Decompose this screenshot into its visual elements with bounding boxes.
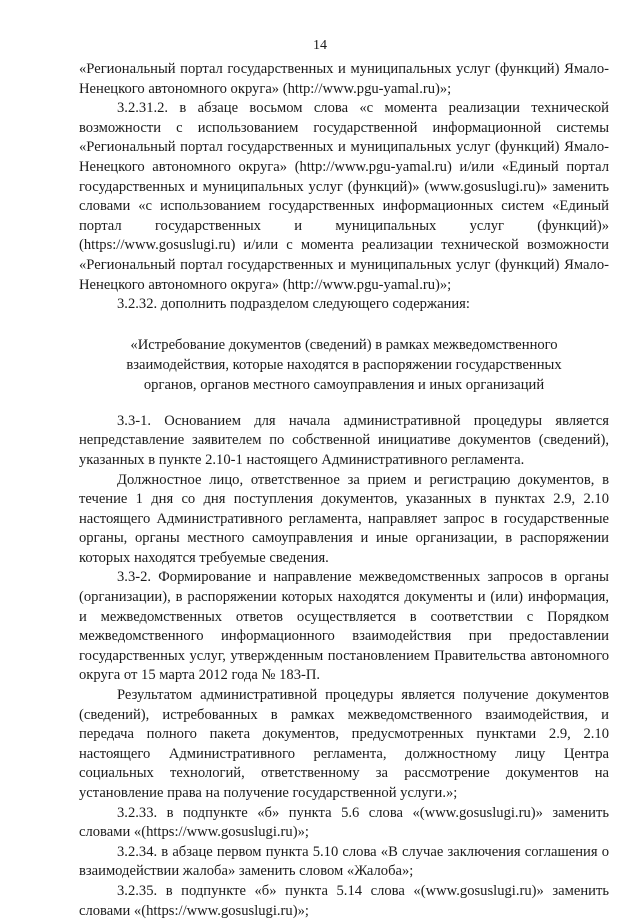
paragraph-3-3-1: 3.3-1. Основанием для начала административной процедуры является непредставление заявителем по собственной инициативе документов (сведений), указанных в пункте 2.10-1 настоящего Административного регламента. bbox=[79, 412, 609, 468]
paragraph-3-2-35: 3.2.35. в подпункте «б» пункта 5.14 слова «(www.gosuslugi.ru)» заменить словами «(https://www.gosuslugi.ru)»; bbox=[79, 882, 609, 919]
paragraph-responsible-official: Должностное лицо, ответственное за прием и регистрацию документов, в течение 1 дня со дня поступления документов, указанных в пунктах 2.9, 2.10 настоящего Административного регламента, направляет запрос в государственные органы, органы местного самоуправления и иные организации, в распоряжении которых находятся требуемые сведения. bbox=[79, 471, 609, 566]
document-body bbox=[79, 60, 609, 921]
subsection-heading bbox=[79, 335, 609, 395]
paragraph-continuation: «Региональный портал государственных и муниципальных услуг (функций) Ямало-Ненецкого автономного округа» (http://www.pgu-yamal.ru)»; bbox=[79, 61, 609, 97]
paragraph-3-2-31-2: 3.2.31.2. в абзаце восьмом слова «с момента реализации технической возможности с использованием государственной информационной системы «Региональный портал государственных и муниципальных услуг (функций) Ямало-Ненецкого автономного округа» (http://www.pgu-yamal.ru) и/или «Единый портал государственных и муниципальных услуг (функций)» (www.gosuslugi.ru)» заменить словами «с использованием государственных информационных систем «Единый портал государственных и муниципальных услуг (функций)» (https://www.gosuslugi.ru) и/или с момента реализации технической возможности «Региональный портал государственных и муниципальных услуг (функций) Ямало-Ненецкого автономного округа» (http://www.pgu-yamal.ru)»; bbox=[79, 100, 609, 293]
paragraph-procedure-result: Результатом административной процедуры является получение документов (сведений), истребованных в рамках межведомственного взаимодействия, и передача полного пакета документов, предусмотренных пунктами 2.9, 2.10 настоящего Административного регламента, должностному лицу Центра социальных технологий, ответственному за рассмотрение документов на установление права на получение государственной услуги.»; bbox=[79, 687, 609, 801]
paragraph-3-2-34: 3.2.34. в абзаце первом пункта 5.10 слова «В случае заключения соглашения о взаимодействии жалоба» заменить словом «Жалоба»; bbox=[79, 843, 609, 880]
subsection-heading-line: органов, органов местного самоуправления и иных организаций bbox=[143, 376, 545, 393]
subsection-heading-line: «Истребование документов (сведений) в рамках межведомственного bbox=[130, 336, 558, 353]
paragraph-3-2-32: 3.2.32. дополнить подразделом следующего содержания: bbox=[117, 296, 470, 313]
paragraph-3-3-2: 3.3-2. Формирование и направление межведомственных запросов в органы (организации), в распоряжении которых находятся документы и (или) информация, и межведомственных ответов осуществляется в соответствии с Порядком межведомственного информационного взаимодействия при предоставлении государственных услуг, утвержденным постановлением Правительства автономного округа от 15 марта 2012 года № 183-П. bbox=[79, 569, 609, 684]
subsection-heading-line: взаимодействия, которые находятся в распоряжении государственных bbox=[126, 356, 562, 373]
page-number: 14 bbox=[313, 38, 327, 53]
paragraph-3-2-33: 3.2.33. в подпункте «б» пункта 5.6 слова «(www.gosuslugi.ru)» заменить словами «(https://www.gosuslugi.ru)»; bbox=[79, 804, 609, 841]
